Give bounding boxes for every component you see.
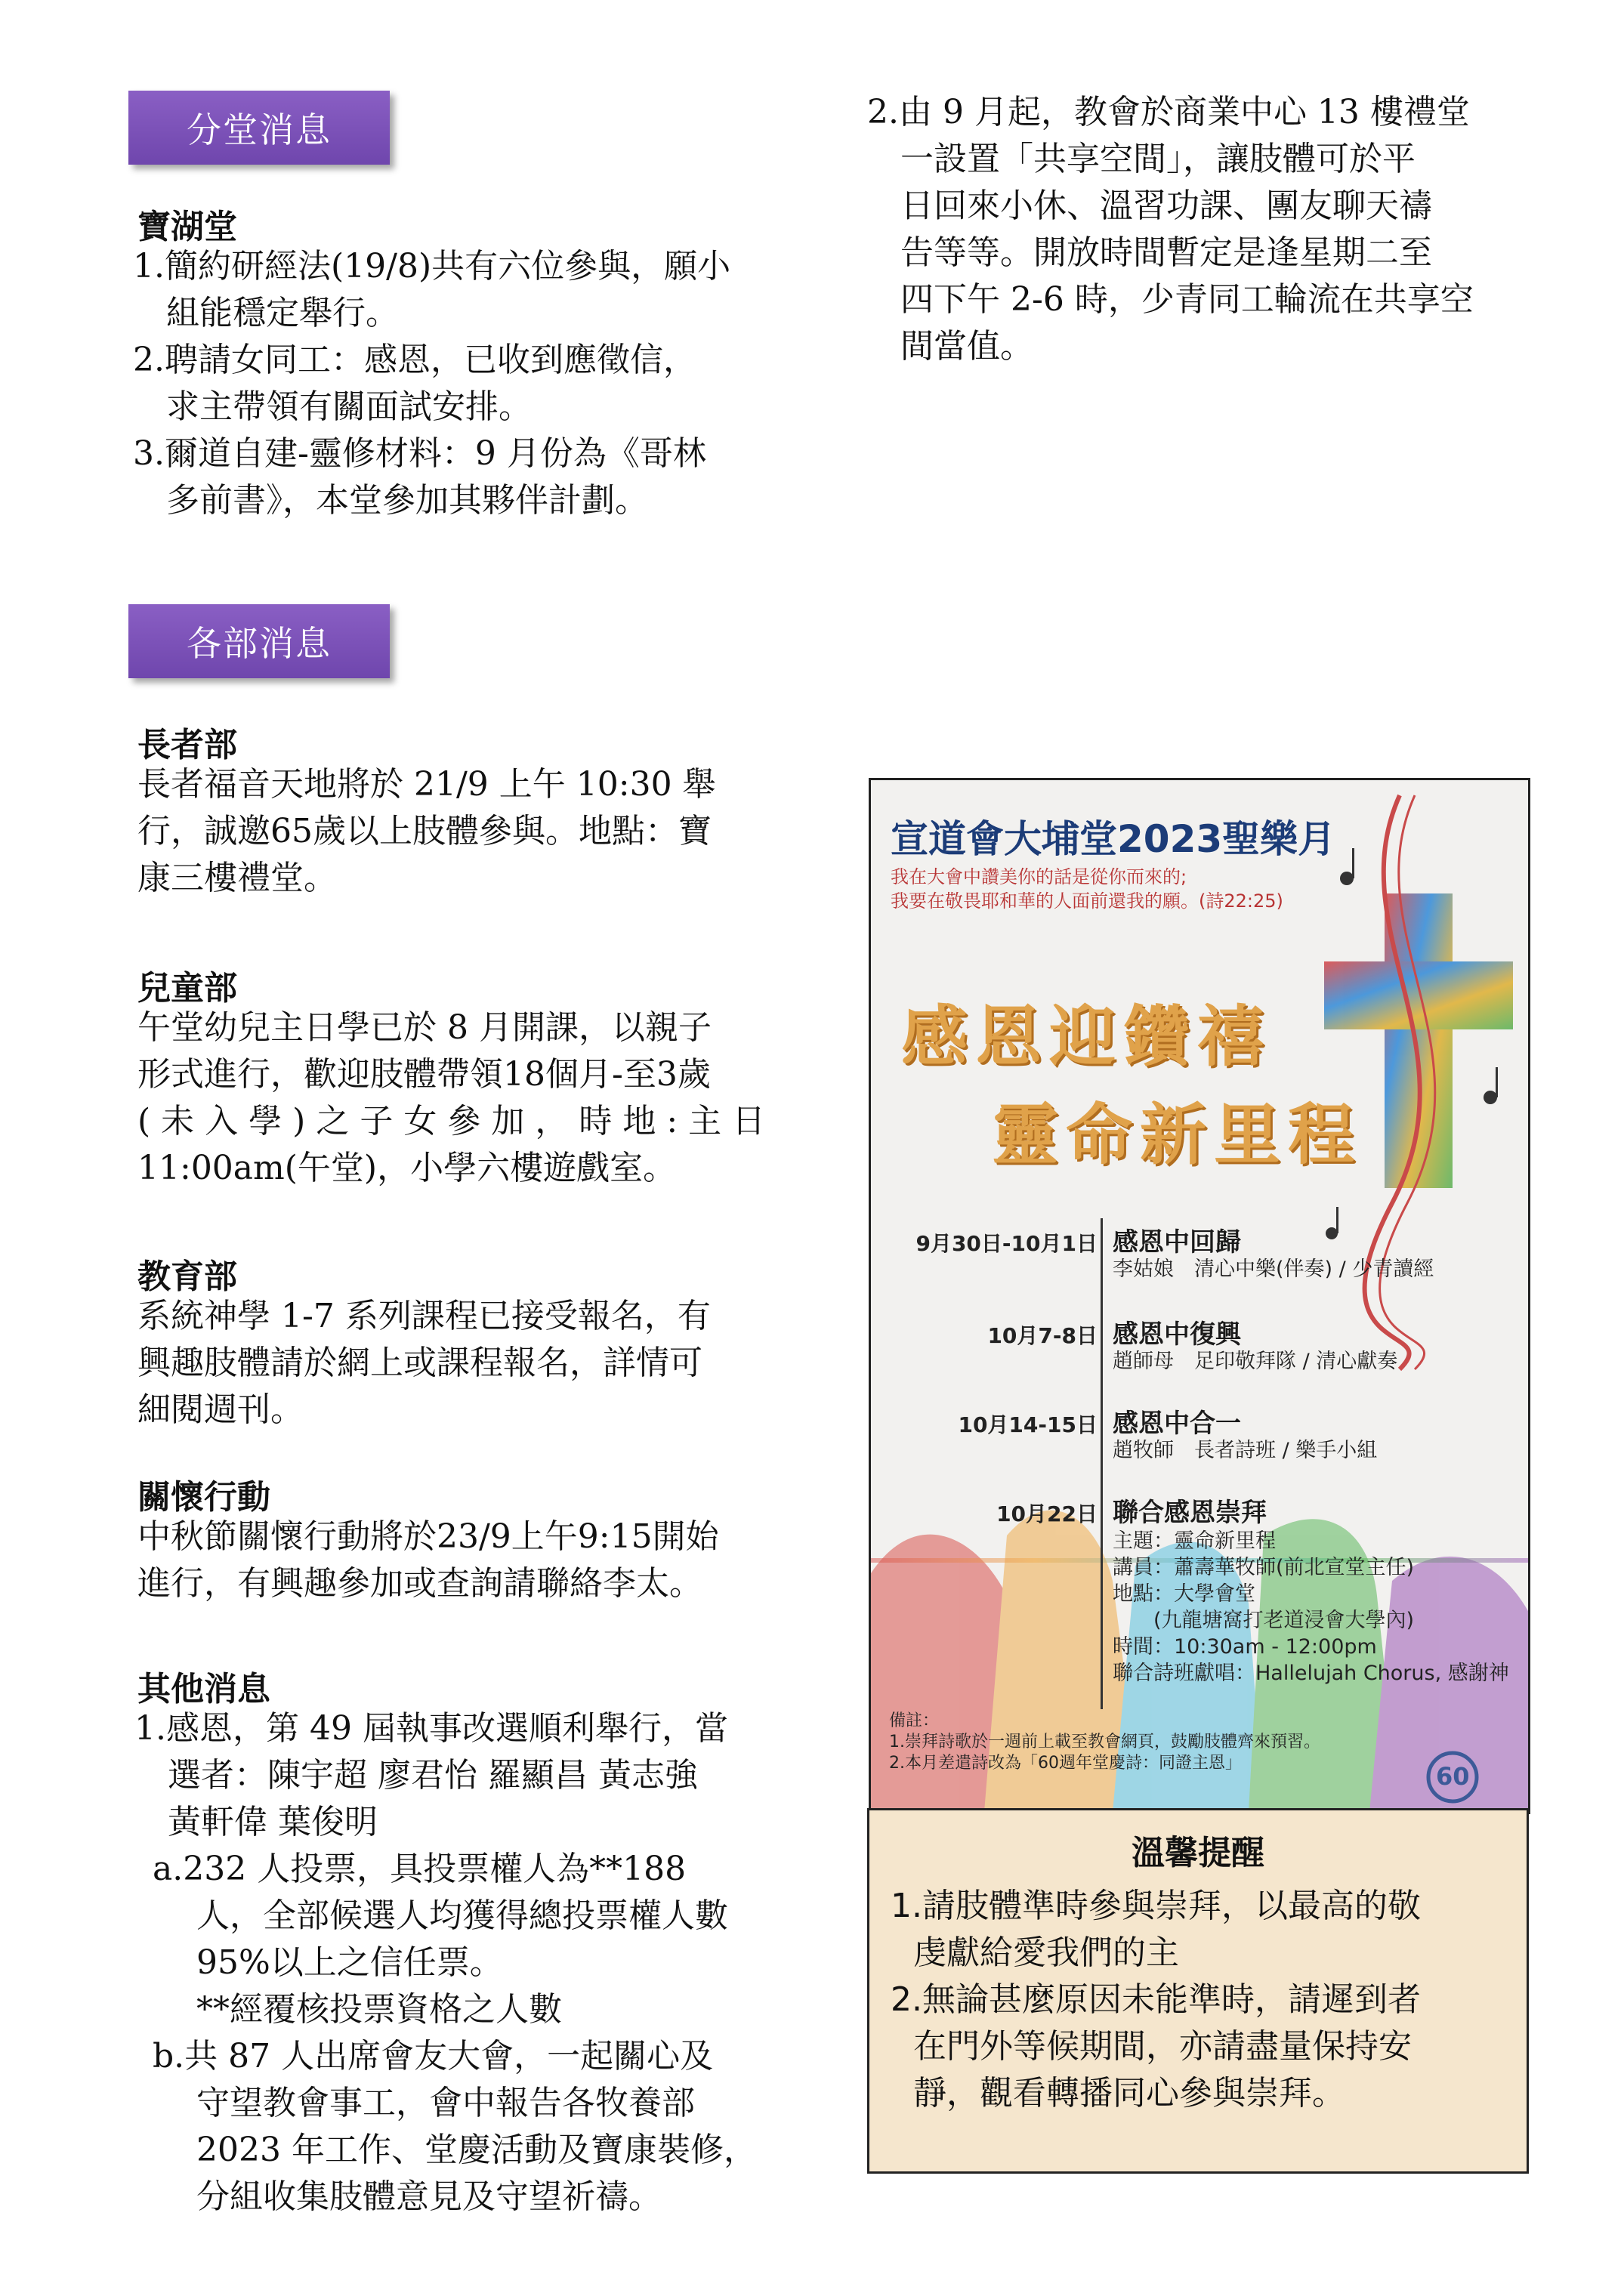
care-line: 進行，有興趣參加或查詢請聯絡李太。 <box>137 1564 702 1603</box>
note-line: 2.本月差遣詩改為「60週年堂慶詩：同證主恩」 <box>889 1754 1242 1773</box>
department-news-tag <box>128 604 390 678</box>
other-line: 黃軒偉 葉俊明 <box>168 1803 378 1841</box>
reminder-box <box>867 1808 1529 2174</box>
item-line: 四下午 2-6 時，少青同工輪流在共享空 <box>900 280 1474 319</box>
children-title: 兒童部 <box>137 969 237 1008</box>
branch-items <box>133 243 813 524</box>
other-sub-a: 95%以上之信任票。 <box>196 1943 503 1982</box>
event-name: 聯合感恩崇拜 <box>1113 1498 1267 1528</box>
poster-notes <box>889 1711 1320 1774</box>
joint-detail: 講員：蕭壽華牧師(前北宣堂主任) <box>1113 1556 1415 1579</box>
other-title: 其他消息 <box>137 1670 270 1708</box>
other-sub-b: b.共 87 人出席會友大會，一起關心及 <box>153 2037 714 2075</box>
branch-title: 寶湖堂 <box>137 208 237 246</box>
other-body <box>134 1705 814 2220</box>
event-detail: 李姑娘 清心中樂(伴奏) / 少青讀經 <box>1113 1258 1434 1281</box>
other-sub-a: a.232 人投票，具投票權人為**188 <box>153 1850 687 1888</box>
event-date: 9月30日-10月1日 <box>915 1231 1098 1256</box>
education-line: 興趣肢體請於網上或課程報名，詳情可 <box>137 1344 702 1382</box>
other-line: 選者：陳宇超 廖君怡 羅顯昌 黃志強 <box>168 1756 698 1795</box>
children-body <box>137 1005 802 1192</box>
poster-verse-2: 我要在敬畏耶和華的人面前還我的願。(詩22:25) <box>891 890 1283 912</box>
branch-item-1-cont: 組能穩定舉行。 <box>166 294 399 332</box>
item-line: 2.由 9 月起，教會於商業中心 13 樓禮堂 <box>867 93 1470 131</box>
branch-news-tag-label: 分堂消息 <box>187 110 332 150</box>
elderly-body <box>137 761 802 902</box>
note-line: 備註： <box>889 1711 940 1730</box>
event-detail: 趙師母 足印敬拜隊 / 清心獻奏 <box>1113 1350 1398 1373</box>
poster-slogan-2: 靈命新里程 <box>992 1095 1363 1174</box>
event-date: 10月7-8日 <box>987 1323 1098 1348</box>
education-line: 細閱週刊。 <box>137 1390 304 1429</box>
department-news-tag-label: 各部消息 <box>187 623 332 664</box>
other-sub-b: 守望教會事工，會中報告各牧養部 <box>196 2084 695 2122</box>
other-sub-a: 人，全部候選人均獲得總投票權人數 <box>196 1896 728 1935</box>
poster-verse-1: 我在大會中讚美你的話是從你而來的; <box>891 866 1187 887</box>
other-sub-a-note: **經覆核投票資格之人數 <box>196 1990 562 2029</box>
anniversary-logo-text: 60 <box>1436 1762 1470 1791</box>
reminder-line: 在門外等候期間，亦請盡量保持安 <box>913 2027 1412 2066</box>
joint-detail: 聯合詩班獻唱：Hallelujah Chorus, 感謝神 <box>1113 1662 1509 1685</box>
note-line: 1.崇拜詩歌於一週前上載至教會網頁，鼓勵肢體齊來預習。 <box>889 1733 1320 1751</box>
reminder-line: 虔獻給愛我們的主 <box>913 1933 1179 1972</box>
event-name: 感恩中回歸 <box>1113 1227 1241 1258</box>
joint-detail: 主題：靈命新里程 <box>1113 1529 1276 1553</box>
branch-item-2-cont: 求主帶領有關面試安排。 <box>166 387 532 426</box>
education-title: 教育部 <box>137 1258 237 1296</box>
care-body <box>137 1514 802 1607</box>
other-line: 1.感恩，第 49 屆執事改選順利舉行，當 <box>134 1709 728 1748</box>
branch-item-1: 1.簡約研經法(19/8)共有六位參與，願小 <box>133 247 731 285</box>
event-name: 感恩中復興 <box>1113 1319 1241 1350</box>
education-body <box>137 1293 802 1434</box>
poster-slogan-1: 感恩迎鑽禧 <box>901 997 1272 1076</box>
timeline-divider <box>1101 1218 1103 1709</box>
item-line: 一設置「共享空間」，讓肢體可於平 <box>900 140 1416 178</box>
music-month-poster <box>869 778 1530 1814</box>
event-detail: 趙牧師 長者詩班 / 樂手小組 <box>1113 1439 1378 1462</box>
other-sub-b: 分組收集肢體意見及守望祈禱。 <box>196 2177 662 2216</box>
joint-detail: 時間：10:30am - 12:00pm <box>1113 1635 1377 1659</box>
care-line: 中秋節關懷行動將於23/9上午9:15開始 <box>137 1517 719 1556</box>
branch-news-tag <box>128 91 390 165</box>
poster-title: 宣道會大埔堂2023聖樂月 <box>891 817 1336 861</box>
reminder-line: 靜，觀看轉播同心參與崇拜。 <box>913 2074 1345 2112</box>
joint-detail: 地點：大學會堂 <box>1113 1582 1255 1606</box>
reminder-line: 2.無論甚麼原因未能準時，請遲到者 <box>891 1980 1421 2019</box>
branch-item-4 <box>867 89 1547 370</box>
item-line: 日回來小休、溫習功課、團友聊天禱 <box>900 187 1432 225</box>
elderly-title: 長者部 <box>137 726 237 764</box>
care-title: 關懷行動 <box>137 1478 270 1517</box>
event-date: 10月22日 <box>996 1501 1098 1526</box>
item-line: 間當值。 <box>900 327 1033 366</box>
reminder-body <box>891 1883 1510 2117</box>
joint-service-details <box>1113 1528 1509 1687</box>
branch-item-3: 3.爾道自建-靈修材料：9 月份為《哥林 <box>133 434 706 473</box>
event-date: 10月14-15日 <box>958 1412 1098 1437</box>
children-line: 11:00am(午堂)，小學六樓遊戲室。 <box>137 1149 677 1187</box>
children-line: 午堂幼兒主日學已於 8 月開課，以親子 <box>137 1008 712 1047</box>
elderly-line: 行，誠邀65歲以上肢體參與。地點：寶 <box>137 812 712 850</box>
elderly-line: 康三樓禮堂。 <box>137 859 337 897</box>
children-line: 形式進行，歡迎肢體帶領18個月-至3歲 <box>137 1055 711 1094</box>
children-line: (未入學)之子女參加，時地:主日 <box>137 1102 776 1140</box>
branch-item-2: 2.聘請女同工：感恩，已收到應徵信， <box>133 341 696 379</box>
branch-item-3-cont: 多前書》，本堂參加其夥伴計劃。 <box>166 481 648 520</box>
elderly-line: 長者福音天地將於 21/9 上午 10:30 舉 <box>137 765 716 804</box>
reminder-title: 溫馨提醒 <box>1132 1834 1264 1872</box>
reminder-line: 1.請肢體準時參與崇拜，以最高的敬 <box>891 1887 1421 1925</box>
item-line: 告等等。開放時間暫定是逢星期二至 <box>900 233 1432 272</box>
education-line: 系統神學 1-7 系列課程已接受報名，有 <box>137 1297 711 1335</box>
joint-detail: (九龍塘窩打老道浸會大學內) <box>1113 1609 1415 1632</box>
other-sub-b: 2023 年工作、堂慶活動及寶康裝修， <box>196 2131 757 2169</box>
event-name: 感恩中合一 <box>1113 1409 1241 1439</box>
